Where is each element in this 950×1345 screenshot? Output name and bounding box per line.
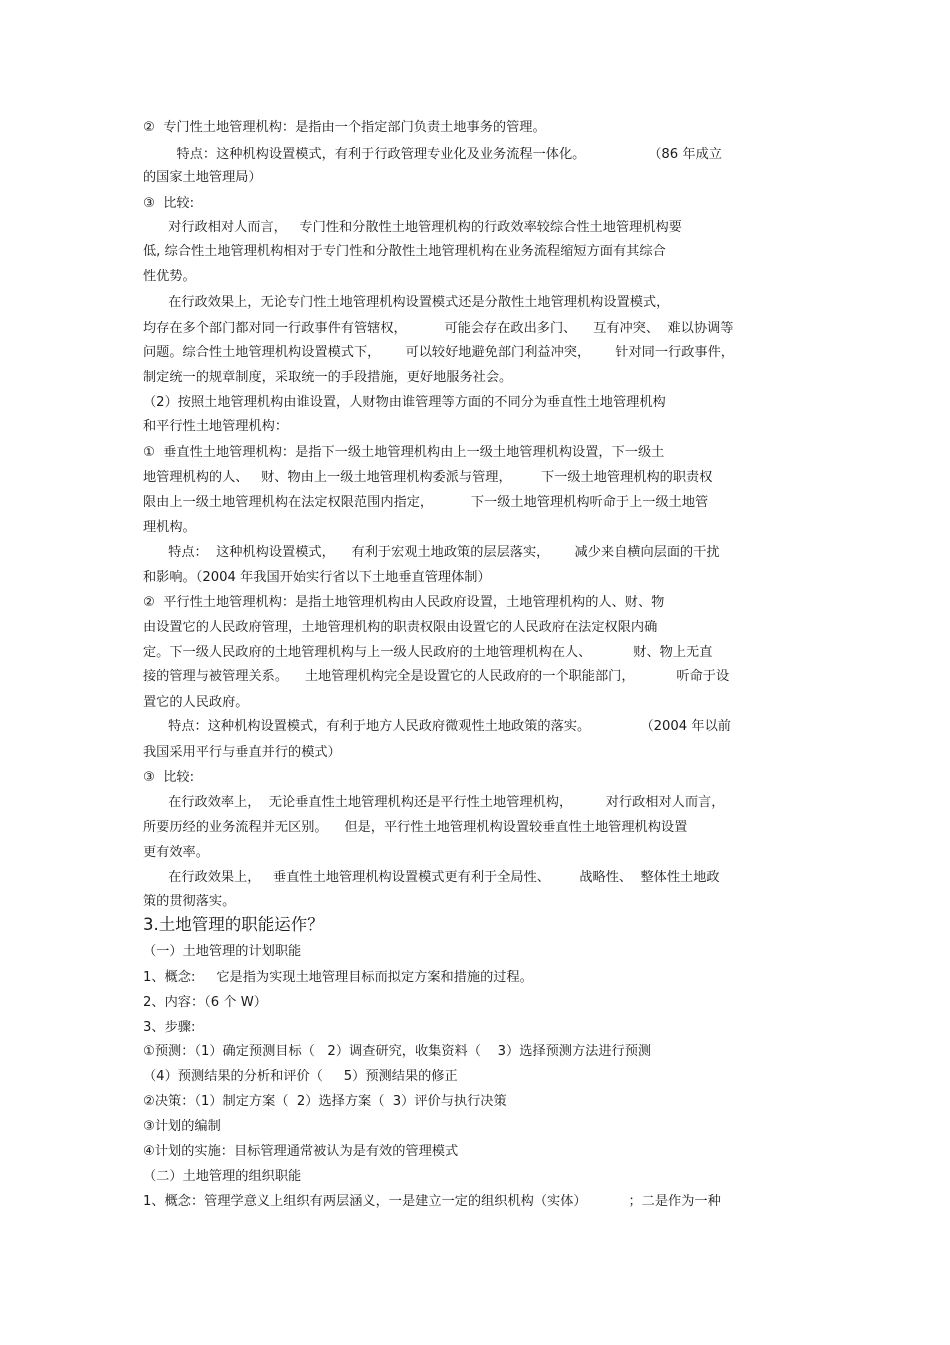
text-line: 问题。综合性土地管理机构设置模式下， 可以较好地避免部门利益冲突， 针对同一行政事件，: [143, 345, 734, 360]
text-line: 特点：这种机构设置模式，有利于地方人民政府微观性土地政策的落实。 （2004 年以前: [143, 719, 731, 734]
text-line: 对行政相对人而言， 专门性和分散性土地管理机构的行政效率较综合性土地管理机构要: [143, 220, 682, 235]
text-line: 特点：这种机构设置模式，有利于行政管理专业化及业务流程一体化。 （86 年成立: [143, 147, 722, 162]
text-line: 在行政效果上，无论专门性土地管理机构设置模式还是分散性土地管理机构设置模式，: [143, 295, 670, 310]
text-line: ①预测：（1）确定预测目标（ 2）调查研究，收集资料（ 3）选择预测方法进行预测: [143, 1044, 652, 1059]
text-line: ② 专门性土地管理机构：是指由一个指定部门负责土地事务的管理。: [143, 120, 546, 135]
text-line: ① 垂直性土地管理机构：是指下一级土地管理机构由上一级土地管理机构设置，下一级土: [143, 445, 665, 460]
text-line: 的国家土地管理局）: [143, 170, 262, 185]
text-line: （一）土地管理的计划职能: [143, 944, 302, 959]
text-line: （4）预测结果的分析和评价（ 5）预测结果的修正: [143, 1069, 458, 1084]
text-line: 和平行性土地管理机构：: [143, 419, 289, 434]
text-line: 1、概念：管理学意义上组织有两层涵义，一是建立一定的组织机构（实体） ；二是作为一种: [143, 1194, 721, 1209]
text-line: 3、步骤:: [143, 1020, 196, 1035]
text-line: 低, 综合性土地管理机构相对于专门性和分散性土地管理机构在业务流程缩短方面有其综合: [143, 244, 666, 259]
text-line: 理机构。: [143, 520, 196, 535]
text-line: 所要历经的业务流程并无区别。 但是，平行性土地管理机构设置较垂直性土地管理机构设置: [143, 820, 688, 835]
text-line: 更有效率。: [143, 845, 209, 860]
text-line: ③计划的编制: [143, 1119, 221, 1134]
text-line: （二）土地管理的组织职能: [143, 1169, 302, 1184]
text-line: 在行政效果上， 垂直性土地管理机构设置模式更有利于全局性、 战略性、 整体性土地政: [143, 870, 720, 885]
text-line: 特点： 这种机构设置模式， 有利于宏观土地政策的层层落实， 减少来自横向层面的干扰: [143, 545, 720, 560]
text-line: 定。下一级人民政府的土地管理机构与上一级人民政府的土地管理机构在人、 财、物上无直: [143, 645, 713, 660]
text-line: ②决策：（1）制定方案（ 2）选择方案（ 3）评价与执行决策: [143, 1094, 507, 1109]
text-line: 地管理机构的人、 财、物由上一级土地管理机构委派与管理， 下一级土地管理机构的职责权: [143, 470, 713, 485]
text-line: 2、内容：（6 个 W）: [143, 995, 267, 1010]
text-line: 策的贯彻落实。: [143, 894, 236, 909]
text-line: 接的管理与被管理关系。 土地管理机构完全是设置它的人民政府的一个职能部门， 听命于设: [143, 669, 730, 684]
text-line: 由设置它的人民政府管理，土地管理机构的职责权限由设置它的人民政府在法定权限内确: [143, 620, 658, 635]
text-line: 均存在多个部门都对同一行政事件有管辖权， 可能会存在政出多门、 互有冲突、 难以协调等: [143, 321, 734, 336]
text-line: ④计划的实施：目标管理通常被认为是有效的管理模式: [143, 1144, 459, 1159]
text-line: （2）按照土地管理机构由谁设置，人财物由谁管理等方面的不同分为垂直性土地管理机构: [143, 395, 666, 410]
section-heading: 3.土地管理的职能运作？: [143, 915, 324, 934]
text-line: 和影响。（2004 年我国开始实行省以下土地垂直管理体制）: [143, 570, 491, 585]
text-line: 限由上一级土地管理机构在法定权限范围内指定， 下一级土地管理机构听命于上一级土地管: [143, 495, 709, 510]
text-line: 置它的人民政府。: [143, 695, 249, 710]
text-line: 我国采用平行与垂直并行的模式）: [143, 745, 341, 760]
text-line: 性优势。: [143, 269, 196, 284]
text-line: 1、概念: 它是指为实现土地管理目标而拟定方案和措施的过程。: [143, 970, 533, 985]
text-line: ③ 比较:: [143, 770, 195, 785]
text-line: 制定统一的规章制度，采取统一的手段措施，更好地服务社会。: [143, 370, 513, 385]
text-line: ③ 比较:: [143, 196, 195, 211]
text-line: 在行政效率上， 无论垂直性土地管理机构还是平行性土地管理机构， 对行政相对人而言，: [143, 795, 725, 810]
text-line: ② 平行性土地管理机构：是指土地管理机构由人民政府设置，土地管理机构的人、财、物: [143, 595, 665, 610]
